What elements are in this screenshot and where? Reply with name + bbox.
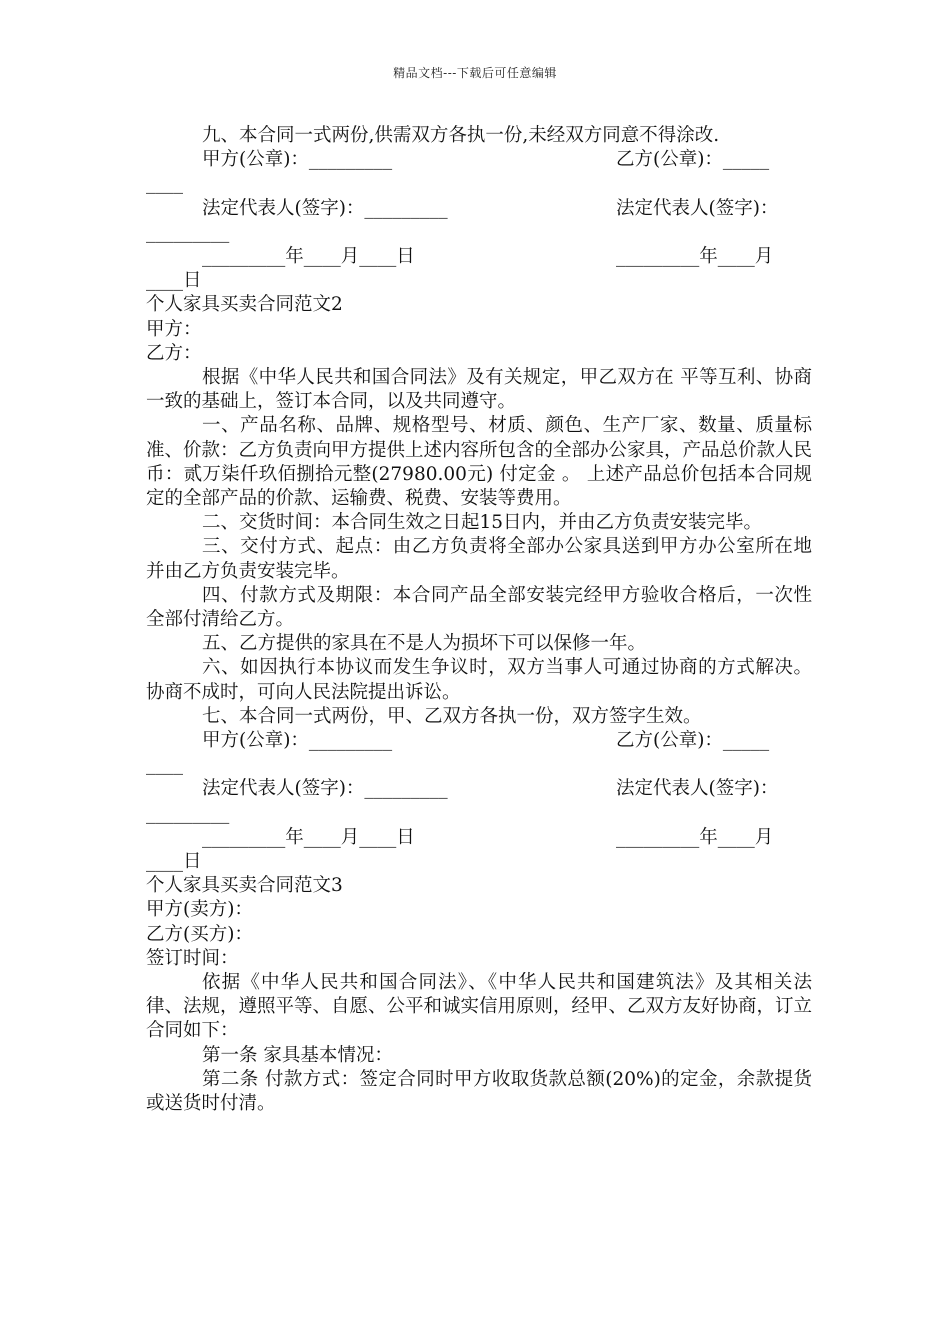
contract-document (146, 124, 812, 1116)
clause-4: 四、付款方式及期限：本合同产品全部安装完经甲方验收合格后，一次性全部付清给乙方。 (146, 584, 812, 630)
clause-5: 五、乙方提供的家具在不是人为损坏下可以保修一年。 (202, 633, 647, 655)
rep-row (146, 197, 812, 221)
party-a-date: _________年____月____日 (202, 826, 415, 848)
clause-6: 六、如因执行本协议而发生争议时，双方当事人可通过协商的方式解决。协商不成时，可向人民法院提出诉讼。 (146, 657, 812, 703)
clause-2: 二、交货时间：本合同生效之日起15日内，并由乙方负责安装完毕。 (202, 512, 763, 534)
party-a-label: 甲方： (146, 318, 202, 340)
article-2: 第二条 付款方式：签定合同时甲方收取货款总额(20%)的定金，余款提货或送货时付清。 (146, 1068, 812, 1114)
clause-9: 九、本合同一式两份,供需双方各执一份,未经双方同意不得涂改. (202, 125, 720, 146)
party-b-seal: 乙方(公章)：_____ (616, 729, 770, 751)
rep-row (146, 777, 812, 801)
article-1: 第一条 家具基本情况： (202, 1044, 393, 1066)
party-b-date-cont: ____日 (146, 850, 202, 872)
party-b-seal-cont: ____ (146, 754, 183, 776)
party-b-date-cont: ____日 (146, 270, 202, 292)
party-b-date: _________年____月 (616, 826, 774, 848)
party-a-date: _________年____月____日 (202, 245, 415, 267)
seller-label: 甲方(卖方)： (146, 899, 253, 921)
signing-time-label: 签订时间： (146, 947, 239, 969)
section-title: 个人家具买卖合同范文2 (146, 294, 343, 316)
seal-row (146, 148, 812, 172)
party-b-rep: 法定代表人(签字)： (616, 197, 779, 219)
party-a-rep: 法定代表人(签字)：_________ (202, 197, 448, 219)
clause-1: 一、产品名称、品牌、规格型号、材质、颜色、生产厂家、数量、质量标准、价款：乙方负责向甲方提供上述内容所包含的全部办公家具，产品总价款人民币：贰万柒仟玖佰捌拾元整(27980.00元) 付定金 。 上述产品总价包括本合同规定的全部产品的价款、运输费、税费、安装等费用。 (146, 415, 813, 509)
party-a-seal: 甲方(公章)：_________ (202, 149, 393, 171)
party-b-label: 乙方： (146, 342, 202, 364)
party-b-rep-cont: _________ (146, 221, 230, 243)
page-header: 精品文档---下载后可任意编辑 (393, 66, 557, 80)
party-b-seal-cont: ____ (146, 173, 183, 195)
date-row (146, 245, 812, 269)
party-b-rep: 法定代表人(签字)： (616, 778, 779, 800)
section-title: 个人家具买卖合同范文3 (146, 875, 343, 897)
clause-7: 七、本合同一式两份，甲、乙双方各执一份，双方签字生效。 (202, 705, 702, 727)
party-b-rep-cont: _________ (146, 802, 230, 824)
party-a-rep: 法定代表人(签字)：_________ (202, 778, 448, 800)
party-b-seal: 乙方(公章)：_____ (616, 149, 770, 171)
contract-intro: 依据《中华人民共和国合同法》、《中华人民共和国建筑法》及其相关法律、法规，遵照平等、自愿、公平和诚实信用原则，经甲、乙双方友好协商，订立合同如下： (146, 971, 813, 1042)
clause-3: 三、交付方式、起点：由乙方负责将全部办公家具送到甲方办公室所在地 并由乙方负责安装完毕。 (146, 536, 812, 582)
seal-row (146, 729, 812, 753)
party-b-date: _________年____月 (616, 245, 774, 267)
date-row (146, 826, 812, 850)
buyer-label: 乙方(买方)： (146, 923, 253, 945)
contract-intro: 根据《中华人民共和国合同法》及有关规定，甲乙双方在 平等互利、协商一致的基础上，签订本合同，以及共同遵守。 (146, 366, 812, 413)
party-a-seal: 甲方(公章)：_________ (202, 729, 393, 751)
